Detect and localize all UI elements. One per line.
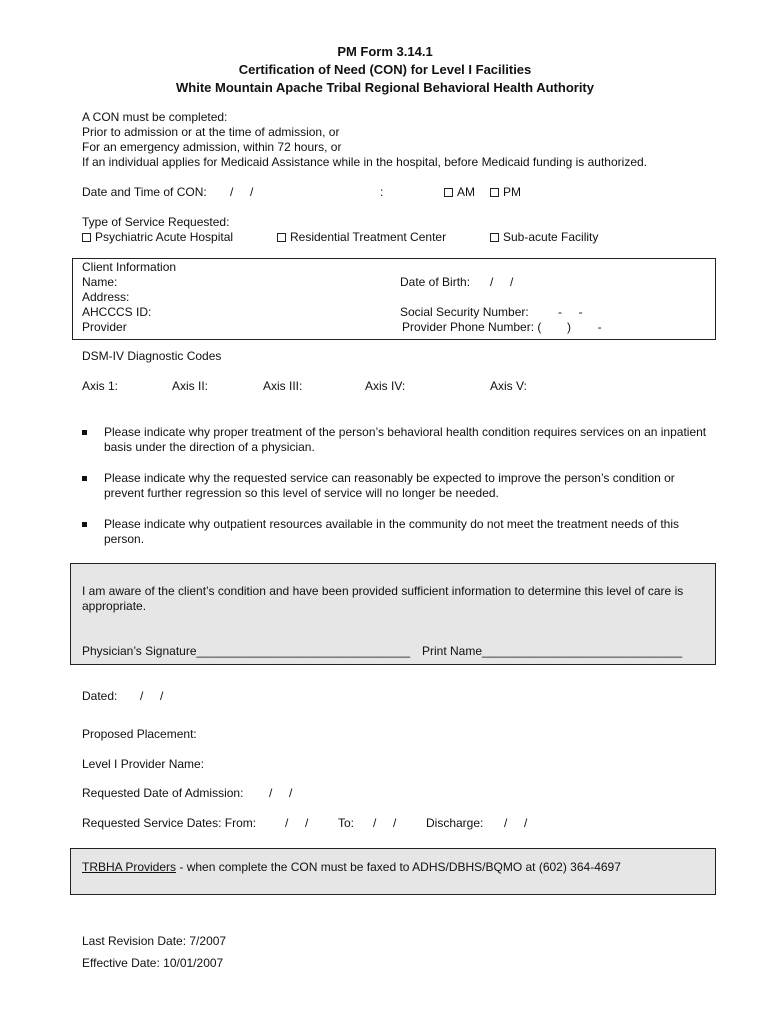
subacute-checkbox[interactable]: [490, 233, 499, 242]
to-slashes: / /: [373, 816, 397, 830]
dob-label: Date of Birth:: [400, 275, 471, 289]
admission-date-slashes: / /: [269, 786, 293, 800]
am-option[interactable]: [444, 185, 475, 199]
form-title: Certification of Need (CON) for Level I Facilities: [238, 62, 532, 77]
client-provider-label: Provider: [82, 320, 127, 334]
question-improvement: Please indicate why the requested service can reasonably be expected to improve the person’s condition or prevent further regression so this level of service will no longer be needed.: [104, 471, 675, 500]
psychiatric-checkbox[interactable]: [82, 233, 91, 242]
trbha-note-text: - when complete the CON must be faxed to ADHS/DBHS/BQMO at (602) 364-4697: [176, 860, 621, 874]
authority-name: White Mountain Apache Tribal Regional Behavioral Health Authority: [176, 80, 594, 95]
am-label: AM: [457, 185, 475, 199]
residential-checkbox[interactable]: [277, 233, 286, 242]
axis-3-label: Axis III:: [263, 379, 303, 393]
pm-label: PM: [503, 185, 521, 199]
print-name-line[interactable]: Print Name______________________________: [422, 644, 683, 658]
axis-1-label: Axis 1:: [82, 379, 119, 393]
form-number: PM Form 3.14.1: [337, 44, 433, 59]
residential-label: Residential Treatment Center: [290, 230, 447, 244]
ssn-dashes: - -: [558, 305, 583, 319]
client-name-label: Name:: [82, 275, 118, 289]
service-option-residential[interactable]: [277, 230, 446, 244]
date-slashes: / /: [230, 185, 254, 199]
from-slashes: / /: [285, 816, 309, 830]
question-outpatient: Please indicate why outpatient resources available in the community do not meet the treatment needs of this person.: [104, 517, 679, 546]
intro-line-2: Prior to admission or at the time of admission, or: [82, 125, 340, 139]
discharge-label: Discharge:: [426, 816, 484, 830]
dob-slashes: / /: [490, 275, 514, 289]
subacute-label: Sub-acute Facility: [503, 230, 599, 244]
admission-date-label: Requested Date of Admission:: [82, 786, 244, 800]
effective-date: Effective Date: 10/01/2007: [82, 956, 224, 970]
provider-phone-tail: ) -: [567, 320, 602, 334]
question-inpatient: Please indicate why proper treatment of the person’s behavioral health condition requires services on an inpatient basis under the direction of a physician.: [104, 425, 707, 454]
bullet-icon: [82, 522, 87, 527]
dated-label: Dated:: [82, 689, 118, 703]
to-label: To:: [338, 816, 355, 830]
dated-slashes: / /: [140, 689, 164, 703]
discharge-slashes: / /: [504, 816, 528, 830]
am-checkbox[interactable]: [444, 188, 453, 197]
intro-line-4: If an individual applies for Medicaid Assistance while in the hospital, before Medicaid funding is authorized.: [82, 155, 647, 169]
axis-4-label: Axis IV:: [365, 379, 406, 393]
intro-line-3: For an emergency admission, within 72 hours, or: [82, 140, 342, 154]
last-revision-date: Last Revision Date: 7/2007: [82, 934, 227, 948]
time-colon: :: [380, 185, 384, 199]
proposed-placement-label: Proposed Placement:: [82, 727, 197, 741]
dsm-heading: DSM-IV Diagnostic Codes: [82, 349, 222, 363]
date-time-label: Date and Time of CON:: [82, 185, 207, 199]
client-address-label: Address:: [82, 290, 130, 304]
service-option-subacute[interactable]: [490, 230, 598, 244]
trbha-providers-link[interactable]: TRBHA Providers: [82, 860, 177, 874]
psychiatric-label: Psychiatric Acute Hospital: [95, 230, 234, 244]
client-ahcccs-label: AHCCCS ID:: [82, 305, 152, 319]
provider-phone-label: Provider Phone Number: (: [402, 320, 542, 334]
pm-option[interactable]: [490, 185, 521, 199]
service-option-psychiatric[interactable]: [82, 230, 233, 244]
ssn-label: Social Security Number:: [400, 305, 529, 319]
physician-signature-line[interactable]: Physician’s Signature________________________________: [82, 644, 411, 658]
axis-2-label: Axis II:: [172, 379, 209, 393]
service-label: Type of Service Requested:: [82, 215, 230, 229]
bullet-icon: [82, 430, 87, 435]
intro-line-1: A CON must be completed:: [82, 110, 228, 124]
client-info-heading: Client Information: [82, 260, 177, 274]
pm-checkbox[interactable]: [490, 188, 499, 197]
physician-statement: I am aware of the client’s condition and have been provided sufficient information to determine this level of care is appropriate.: [82, 584, 684, 613]
bullet-icon: [82, 476, 87, 481]
axis-5-label: Axis V:: [490, 379, 527, 393]
trbha-note: [82, 860, 621, 874]
service-dates-label: Requested Service Dates: From:: [82, 816, 257, 830]
provider-name-label: Level I Provider Name:: [82, 757, 205, 771]
